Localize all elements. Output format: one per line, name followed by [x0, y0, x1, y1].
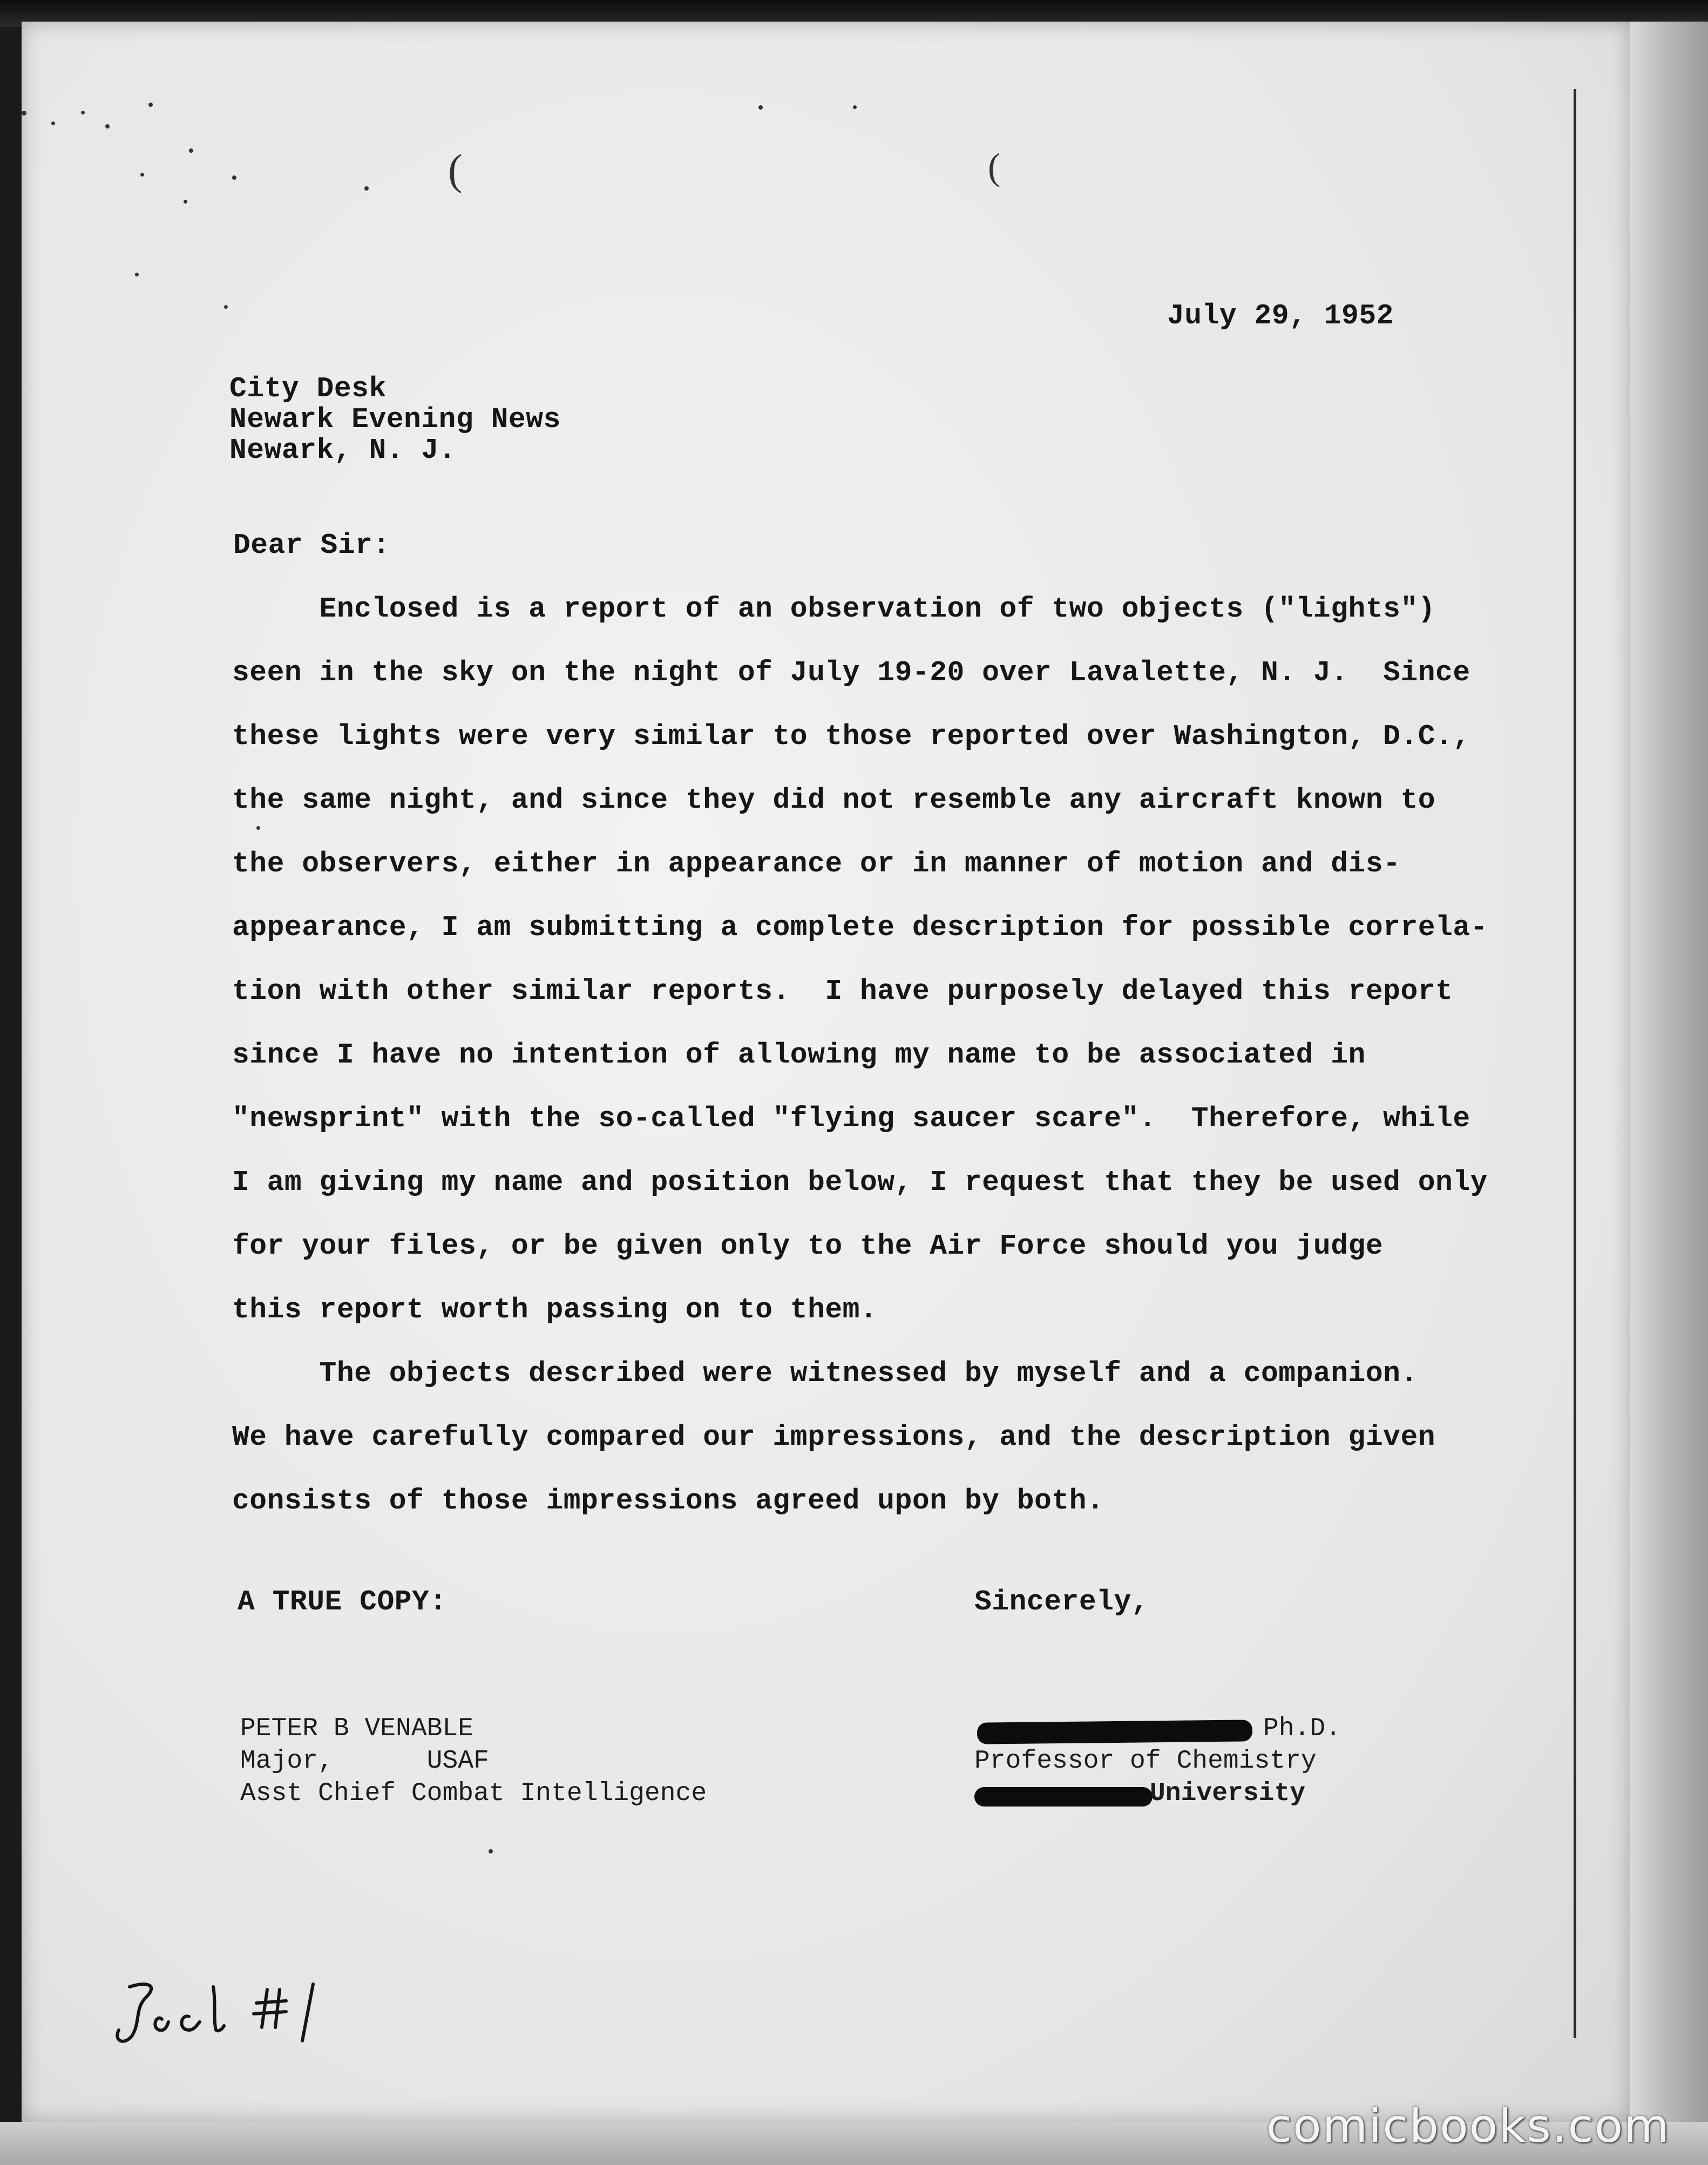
body-line: the observers, either in appearance or in manner of motion and dis- [232, 848, 1401, 880]
body-line: tion with other similar reports. I have purposely delayed this report [232, 975, 1453, 1007]
scan-speck [224, 305, 228, 309]
scan-speck [140, 173, 144, 177]
scan-speck [853, 105, 857, 109]
watermark: comicbooks.com [1266, 2099, 1670, 2153]
scan-speck [148, 103, 153, 107]
punch-mark-left: ( [448, 146, 463, 194]
scan-speck [489, 1849, 493, 1853]
scan-speck [51, 121, 55, 125]
redacted-institution [974, 1787, 1153, 1807]
redacted-name [977, 1720, 1252, 1744]
recipient-line-1: City Desk [229, 373, 387, 405]
body-line: "newsprint" with the so-called "flying saucer scare". Therefore, while [232, 1102, 1470, 1135]
body-line: appearance, I am submitting a complete description for possible correla- [232, 911, 1488, 944]
body-line: consists of those impressions agreed upon by both. [232, 1485, 1104, 1517]
handwritten-note [108, 1976, 345, 2052]
certifier-rank: Major, USAF [240, 1747, 489, 1776]
true-copy-label: A TRUE COPY: [238, 1586, 447, 1618]
signer-degree: Ph.D. [1263, 1714, 1341, 1743]
margin-rule-line [1574, 89, 1576, 2038]
scan-speck [758, 105, 763, 110]
body-line: since I have no intention of allowing my name to be associated in [232, 1039, 1366, 1071]
scan-speck [189, 148, 193, 153]
scan-speck [135, 273, 139, 276]
signer-institution: University [1150, 1779, 1306, 1808]
recipient-line-2: Newark Evening News [229, 403, 561, 436]
body-line: for your files, or be given only to the Air Force should you judge [232, 1230, 1384, 1262]
scan-speck [105, 124, 110, 128]
body-line: We have carefully compared our impressions, and the description given [232, 1421, 1436, 1453]
body-line: these lights were very similar to those reported over Washington, D.C., [232, 720, 1470, 753]
closing: Sincerely, [974, 1586, 1149, 1618]
scan-speck [232, 175, 236, 180]
body-line: the same night, and since they did not resemble any aircraft known to [232, 784, 1436, 816]
scan-speck [184, 200, 187, 204]
scan-speck [22, 111, 26, 116]
punch-mark-right: ( [988, 146, 1001, 188]
body-line: this report worth passing on to them. [232, 1294, 878, 1326]
scan-speck [81, 111, 85, 114]
body-line: seen in the sky on the night of July 19-20 over Lavalette, N. J. Since [232, 657, 1470, 689]
body-line: I am giving my name and position below, I request that they be used only [232, 1166, 1488, 1199]
scan-speck [364, 186, 369, 191]
certifier-name: PETER B VENABLE [240, 1714, 474, 1743]
signer-title: Professor of Chemistry [974, 1747, 1317, 1776]
letter-date: July 29, 1952 [1167, 300, 1394, 332]
scan-right-edge [1630, 22, 1708, 2165]
body-line: The objects described were witnessed by myself and a companion. [232, 1357, 1418, 1390]
certifier-title: Asst Chief Combat Intelligence [240, 1779, 707, 1808]
scan-speck [256, 826, 260, 830]
recipient-line-3: Newark, N. J. [229, 434, 456, 466]
body-line: Enclosed is a report of an observation of two objects ("lights") [232, 593, 1436, 625]
salutation: Dear Sir: [233, 529, 390, 561]
